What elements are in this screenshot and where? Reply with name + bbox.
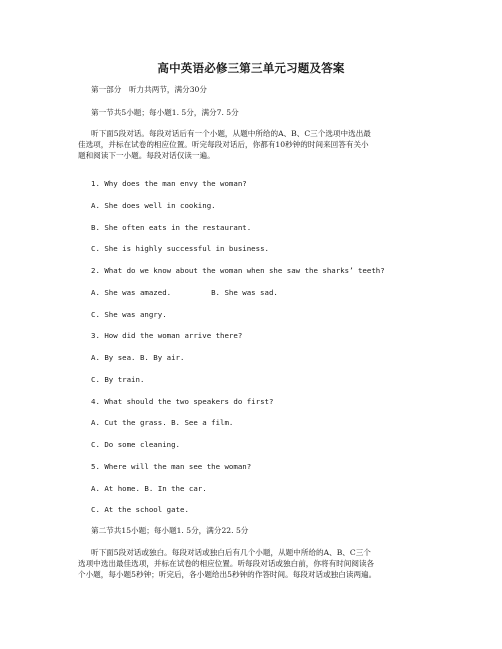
option-2b: B. She was sad.: [211, 288, 278, 297]
section-heading-1: 第一节共5小题；每小题1. 5分，满分7. 5分: [91, 108, 239, 117]
question-3: 3. How did the woman arrive there?: [91, 331, 243, 340]
option-1c: C. She is highly successful in business.: [91, 244, 269, 253]
option-2c: C. She was angry.: [91, 310, 167, 319]
intro-line-2: 佳选项，并标在试卷的相应位置。听完每段对话后，你都有10秒钟的时间来回答有关小: [78, 140, 369, 149]
intro2-line-1: 听下面5段对话或独白。每段对话或独白后有几个小题，从题中所给的A、B、C三个: [91, 548, 371, 557]
question-2: 2. What do we know about the woman when she saw the sharks’ teeth?: [91, 266, 385, 275]
option-2a: A. She was amazed.: [91, 288, 172, 297]
question-5: 5. Where will the man see the woman?: [91, 462, 252, 471]
intro-line-3: 题和阅读下一小题。每段对话仅读一遍。: [78, 151, 215, 160]
question-1: 1. Why does the man envy the woman?: [91, 179, 247, 188]
part-heading: 第一部分 听力共两节，满分30分: [91, 85, 207, 94]
option-1a: A. She does well in cooking.: [91, 201, 216, 210]
option-3c: C. By train.: [91, 375, 145, 384]
option-1b: B. She often eats in the restaurant.: [91, 223, 252, 232]
option-3ab: A. By sea. B. By air.: [91, 353, 185, 362]
question-4: 4. What should the two speakers do first?: [91, 397, 274, 406]
intro2-line-3: 个小题，每小题5秒钟；听完后，各小题给出5秒钟的作答时间。每段对话或独白读两遍。: [78, 570, 377, 579]
option-5ab: A. At home. B. In the car.: [91, 484, 207, 493]
option-5c: C. At the school gate.: [91, 505, 189, 514]
option-4ab: A. Cut the grass. B. See a film.: [91, 418, 234, 427]
intro-line-1: 听下面5段对话。每段对话后有一个小题，从题中所给的A、B、C三个选项中选出最: [91, 129, 371, 138]
intro2-line-2: 选项中选出最佳选项，并标在试卷的相应位置。听每段对话或独白前，你将有时间阅读各: [78, 559, 375, 568]
option-2ab: [91, 288, 278, 298]
section-heading-2: 第二节共15小题；每小题1. 5分，满分22. 5分: [91, 526, 249, 535]
option-4c: C. Do some cleaning.: [91, 440, 180, 449]
page-title: 高中英语必修三第三单元习题及答案: [157, 61, 345, 75]
